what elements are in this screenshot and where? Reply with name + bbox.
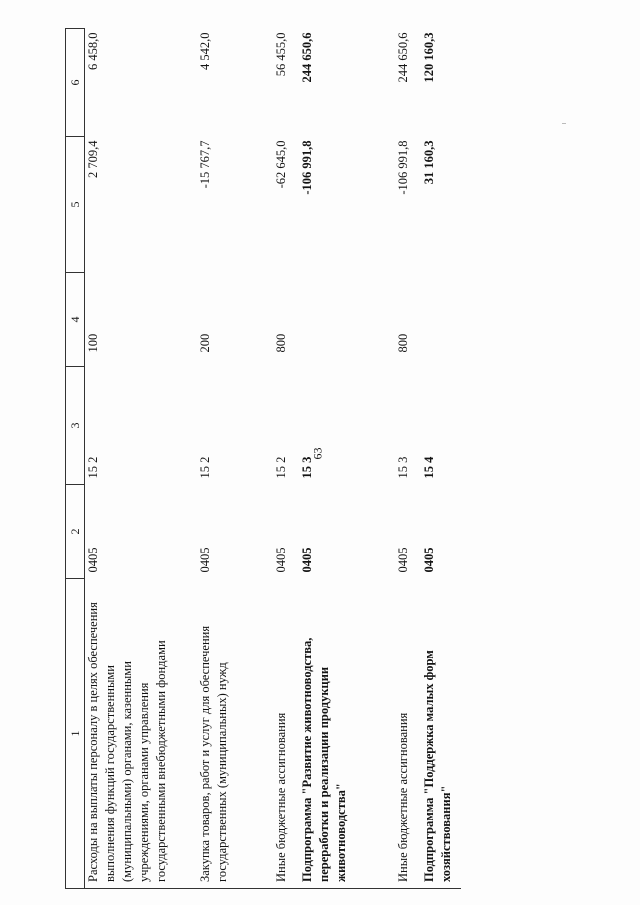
row-change: -62 645,0	[274, 140, 288, 189]
row-expense-type	[421, 273, 461, 367]
table-row-subprogram	[299, 29, 395, 889]
header-col-4: 4	[66, 273, 85, 367]
row-expense-type: 200	[198, 333, 212, 353]
row-code: 0405	[198, 547, 212, 573]
row-code: 0405	[274, 547, 288, 573]
row-program: 15 3	[396, 456, 410, 479]
row-program: 15 2	[198, 456, 212, 479]
row-total: 120 160,3	[422, 32, 436, 83]
row-expense-type: 800	[396, 333, 410, 353]
row-code: 0405	[396, 547, 410, 573]
row-name: Подпрограмма "Поддержка малых форм хозяйствования"	[421, 579, 461, 889]
row-code: 0405	[422, 547, 436, 573]
table-row	[197, 29, 273, 889]
row-total: 56 455,0	[274, 32, 288, 77]
table-row	[395, 29, 421, 889]
row-program: 15 3	[300, 456, 314, 479]
row-code: 0405	[86, 547, 100, 573]
row-total: 4 542,0	[198, 32, 212, 70]
row-change: -15 767,7	[198, 140, 212, 189]
page-number: 63	[310, 447, 325, 460]
row-change: 31 160,3	[422, 140, 436, 185]
row-name: Подпрограмма "Развитие животноводства, переработки и реализации продукции животноводства"	[299, 579, 395, 889]
row-program: 15 4	[422, 456, 436, 479]
budget-table-rotated	[65, 29, 525, 889]
row-name: Иные бюджетные ассигнования	[273, 579, 299, 889]
header-col-3: 3	[66, 367, 85, 485]
row-change: 2 709,4	[86, 140, 100, 178]
row-name: Расходы на выплаты персоналу в целях обеспечения выполнения функций государственными (муниципальными) органами, казенными учреждениями, органами управления государственными внебюджетными фондами	[85, 579, 198, 889]
budget-table	[65, 28, 461, 889]
row-program: 15 2	[86, 456, 100, 479]
table-header-row	[66, 29, 85, 889]
row-name: Иные бюджетные ассигнования	[395, 579, 421, 889]
header-col-1: 1	[66, 579, 85, 889]
row-total: 244 650,6	[396, 32, 410, 83]
row-program: 15 2	[274, 456, 288, 479]
row-change: -106 991,8	[396, 140, 410, 195]
table-row	[273, 29, 299, 889]
row-expense-type: 100	[86, 333, 100, 353]
row-code: 0405	[300, 547, 314, 573]
header-col-6: 6	[66, 29, 85, 137]
table-row-subprogram	[421, 29, 461, 889]
row-total: 6 458,0	[86, 32, 100, 70]
row-total: 244 650,6	[300, 32, 314, 83]
scan-speck	[562, 123, 566, 124]
row-expense-type	[299, 273, 395, 367]
row-change: -106 991,8	[300, 140, 314, 195]
header-col-5: 5	[66, 137, 85, 273]
row-expense-type: 800	[274, 333, 288, 353]
header-col-2: 2	[66, 485, 85, 579]
table-row	[85, 29, 198, 889]
row-name: Закупка товаров, работ и услуг для обеспечения государственных (муниципальных) нужд	[197, 579, 273, 889]
